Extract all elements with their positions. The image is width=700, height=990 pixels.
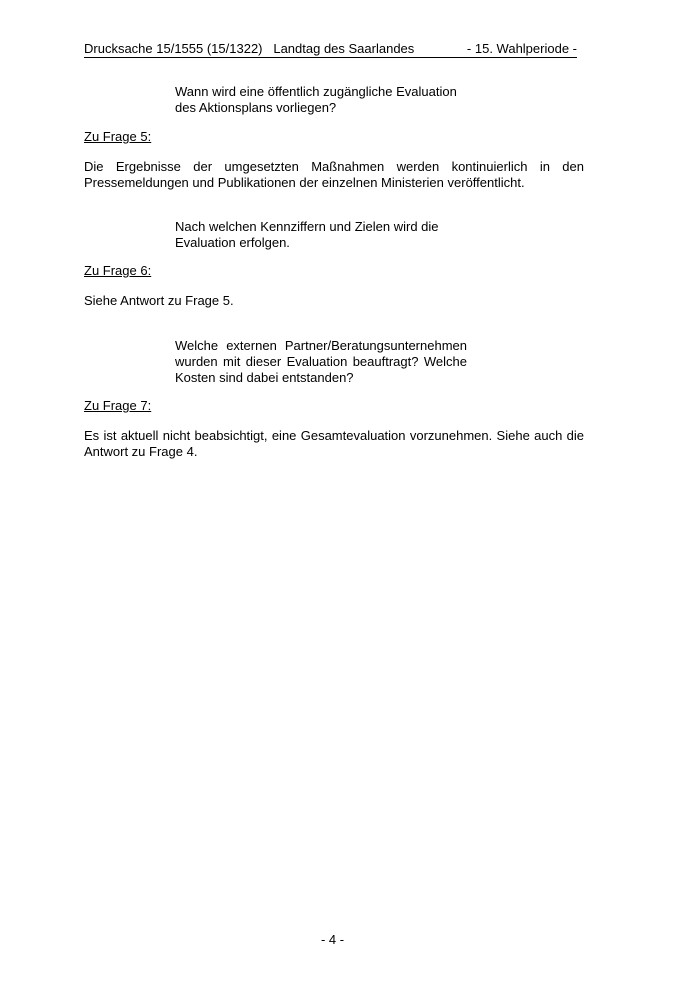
question-line: des Aktionsplans vorliegen? [175,100,337,115]
header-legislative-period: - 15. Wahlperiode - [466,41,577,56]
question-block [175,338,467,386]
question-block [175,219,467,251]
answer-label: Zu Frage 6: [84,263,152,278]
page-header [84,41,577,58]
header-document-reference: Drucksache 15/1555 (15/1322) Landtag des Saarlandes [84,41,415,56]
page-number: - 4 - [320,932,345,947]
answer-text: Siehe Antwort zu Frage 5. [84,293,234,308]
question-line: Wann wird eine öffentlich zugängliche Evaluation [175,84,457,99]
answer-label: Zu Frage 5: [84,129,152,144]
question-line: Nach welchen Kennziffern und Zielen wird die [175,219,439,234]
question-line: Evaluation erfolgen. [175,235,290,250]
answer-text-part: Die Ergebnisse der umgesetzten Maßnahmen werden kontinuierlich in den Pressemeldungen und Publikationen der einzelnen Ministerien veröffentlicht. [84,159,584,190]
answer-label: Zu Frage 7: [84,398,152,413]
answer-text [84,159,584,191]
question-line: Kosten sind dabei entstanden? [175,370,354,385]
question-line: Welche externen Partner/Beratungsunternehmen [175,338,467,353]
question-line: wurden mit dieser Evaluation beauftragt? Welche [175,354,467,369]
answer-text: Es ist aktuell nicht beabsichtigt, eine Gesamtevaluation vorzunehmen. Siehe auch die Antwort zu Frage 4. [84,428,584,459]
question-block [175,84,467,116]
